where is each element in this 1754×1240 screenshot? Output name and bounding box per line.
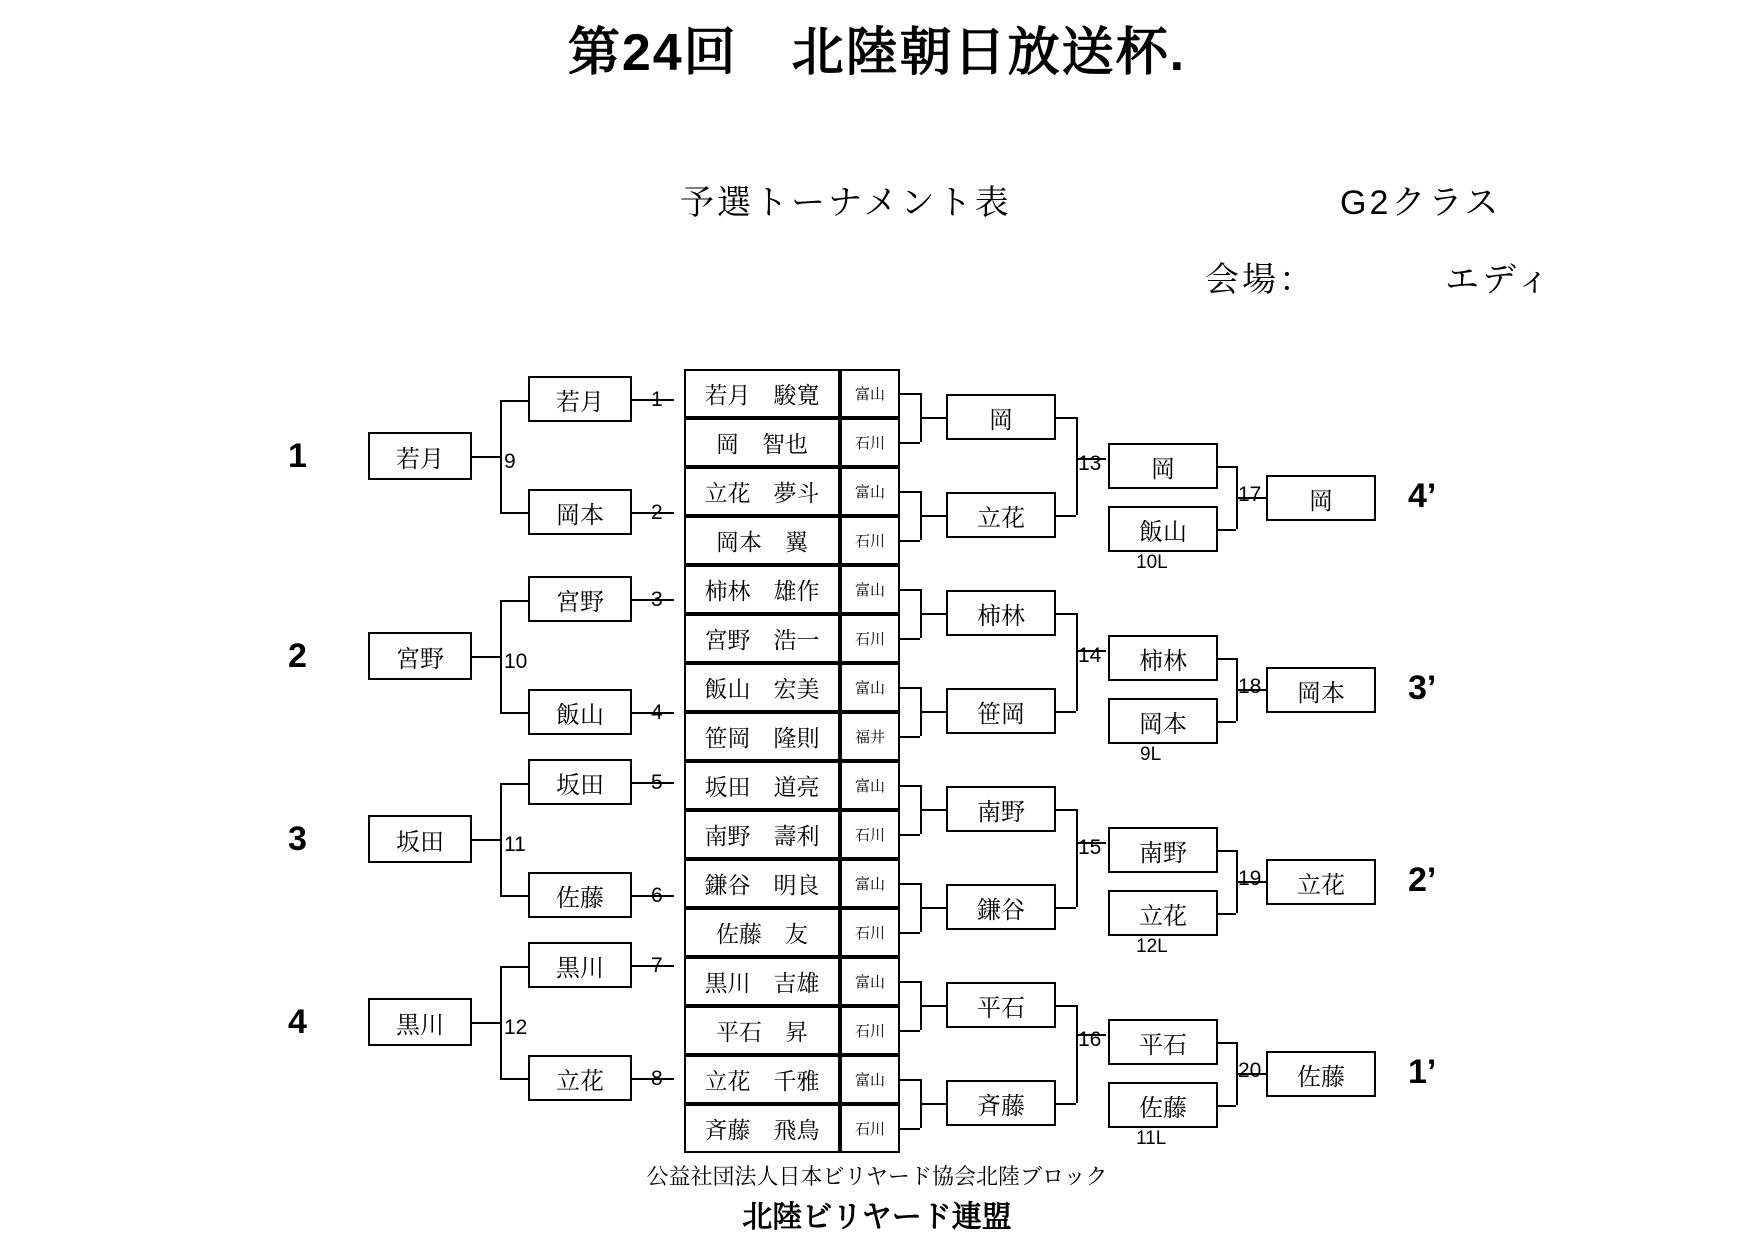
connector [1218, 466, 1236, 468]
connector [500, 895, 528, 897]
match-number-2: 2 [651, 501, 663, 524]
connector [1056, 613, 1076, 615]
match-number-1: 1 [651, 388, 663, 411]
connector [900, 638, 920, 640]
round2-box-3[interactable]: 柿林 [946, 590, 1056, 636]
round3-top-4[interactable]: 平石 [1108, 1019, 1218, 1065]
seed-number-1: 1 [288, 437, 307, 475]
connector [900, 932, 920, 934]
connector [500, 783, 528, 785]
connector [920, 907, 946, 909]
seed-number-2: 2 [288, 637, 307, 675]
connector [920, 515, 946, 517]
player-name-14[interactable]: 平石 昇 [684, 1006, 840, 1055]
connector [1218, 850, 1236, 852]
match-number-16: 16 [1078, 1028, 1102, 1051]
seed-box-2[interactable]: 宮野 [368, 632, 472, 680]
match-number-12: 12 [504, 1016, 528, 1039]
connector [1218, 721, 1236, 723]
match-number-4: 4 [651, 701, 663, 724]
match-number-14: 14 [1078, 644, 1102, 667]
connector [900, 736, 920, 738]
player-pref-5: 富山 [840, 565, 900, 614]
match-number-20: 20 [1238, 1059, 1262, 1082]
player-name-7[interactable]: 飯山 宏美 [684, 663, 840, 712]
final-winner-4[interactable]: 佐藤 [1266, 1051, 1376, 1097]
round1-box-2[interactable]: 岡本 [528, 489, 632, 535]
round3-bottom-3[interactable]: 立花 [1108, 890, 1218, 936]
match-number-19: 19 [1238, 867, 1262, 890]
player-name-15[interactable]: 立花 千雅 [684, 1055, 840, 1104]
connector [900, 442, 920, 444]
connector [1056, 1103, 1076, 1105]
round3-top-2[interactable]: 柿林 [1108, 635, 1218, 681]
connector [900, 883, 920, 885]
loser-tag-9L: 9L [1140, 744, 1162, 765]
connector [900, 1128, 920, 1130]
player-name-8[interactable]: 笹岡 隆則 [684, 712, 840, 761]
connector [500, 966, 502, 1078]
player-name-6[interactable]: 宮野 浩一 [684, 614, 840, 663]
footer-federation: 北陸ビリヤード連盟 [742, 1201, 1012, 1234]
connector [920, 417, 946, 419]
player-name-13[interactable]: 黒川 吉雄 [684, 957, 840, 1006]
player-name-4[interactable]: 岡本 翼 [684, 516, 840, 565]
round1-box-6[interactable]: 佐藤 [528, 872, 632, 918]
connector [920, 1103, 946, 1105]
connector [1056, 417, 1076, 419]
connector [1056, 809, 1076, 811]
connector [500, 712, 528, 714]
match-number-9: 9 [504, 450, 516, 473]
connector [500, 512, 528, 514]
player-name-1[interactable]: 若月 駿寛 [684, 369, 840, 418]
connector [900, 589, 920, 591]
seed-number-4: 4 [288, 1003, 307, 1041]
connector [900, 393, 920, 395]
subtitle: 予選トーナメント表 [680, 184, 1012, 222]
connector [1218, 1105, 1236, 1107]
round2-box-4[interactable]: 笹岡 [946, 688, 1056, 734]
page-title: 第24回 北陸朝日放送杯. [567, 24, 1187, 82]
final-rank-1: 4’ [1408, 477, 1437, 515]
loser-tag-11L: 11L [1136, 1128, 1167, 1149]
player-pref-9: 富山 [840, 761, 900, 810]
connector [900, 785, 920, 787]
connector [920, 711, 946, 713]
connector [500, 1078, 528, 1080]
connector [500, 600, 502, 712]
connector [900, 981, 920, 983]
final-winner-1[interactable]: 岡 [1266, 475, 1376, 521]
round3-bottom-1[interactable]: 飯山 [1108, 506, 1218, 552]
connector [1076, 1005, 1078, 1103]
match-number-7: 7 [651, 954, 663, 977]
venue-value: エディ [1445, 261, 1554, 299]
connector [900, 1030, 920, 1032]
player-pref-12: 石川 [840, 908, 900, 957]
connector [900, 1079, 920, 1081]
loser-tag-10L: 10L [1136, 552, 1168, 573]
venue-label: 会場： [1205, 261, 1316, 299]
player-name-9[interactable]: 坂田 道亮 [684, 761, 840, 810]
player-pref-16: 石川 [840, 1104, 900, 1153]
match-number-13: 13 [1078, 452, 1102, 475]
round2-box-8[interactable]: 斉藤 [946, 1080, 1056, 1126]
player-pref-7: 富山 [840, 663, 900, 712]
round1-box-4[interactable]: 飯山 [528, 689, 632, 735]
connector [500, 600, 528, 602]
class-label: G2クラス [1340, 184, 1502, 222]
round2-box-5[interactable]: 南野 [946, 786, 1056, 832]
round1-box-3[interactable]: 宮野 [528, 576, 632, 622]
player-pref-15: 富山 [840, 1055, 900, 1104]
player-pref-14: 石川 [840, 1006, 900, 1055]
seed-box-4[interactable]: 黒川 [368, 998, 472, 1046]
match-number-17: 17 [1238, 483, 1262, 506]
connector [1218, 913, 1236, 915]
round2-box-1[interactable]: 岡 [946, 394, 1056, 440]
player-name-12[interactable]: 佐藤 友 [684, 908, 840, 957]
match-number-8: 8 [651, 1067, 663, 1090]
player-pref-8: 福井 [840, 712, 900, 761]
connector [900, 834, 920, 836]
connector [1056, 711, 1076, 713]
round1-box-7[interactable]: 黒川 [528, 942, 632, 988]
connector [472, 456, 500, 458]
round1-box-1[interactable]: 若月 [528, 376, 632, 422]
match-number-3: 3 [651, 588, 663, 611]
connector [1218, 658, 1236, 660]
connector [472, 1022, 500, 1024]
connector [920, 1005, 946, 1007]
round2-box-7[interactable]: 平石 [946, 982, 1056, 1028]
match-number-11: 11 [504, 833, 526, 856]
connector [920, 809, 946, 811]
round3-top-3[interactable]: 南野 [1108, 827, 1218, 873]
round3-top-1[interactable]: 岡 [1108, 443, 1218, 489]
player-pref-4: 石川 [840, 516, 900, 565]
player-name-11[interactable]: 鎌谷 明良 [684, 859, 840, 908]
player-name-2[interactable]: 岡 智也 [684, 418, 840, 467]
connector [1218, 529, 1236, 531]
round1-box-5[interactable]: 坂田 [528, 759, 632, 805]
seed-box-3[interactable]: 坂田 [368, 815, 472, 863]
final-winner-3[interactable]: 立花 [1266, 859, 1376, 905]
connector [900, 687, 920, 689]
player-name-16[interactable]: 斉藤 飛鳥 [684, 1104, 840, 1153]
footer-organization: 公益社団法人日本ビリヤード協会北陸ブロック [646, 1164, 1108, 1189]
connector [1056, 907, 1076, 909]
connector [1218, 1042, 1236, 1044]
round2-box-6[interactable]: 鎌谷 [946, 884, 1056, 930]
connector [500, 400, 528, 402]
player-pref-13: 富山 [840, 957, 900, 1006]
connector [900, 491, 920, 493]
connector [500, 966, 528, 968]
final-rank-2: 3’ [1408, 669, 1437, 707]
player-pref-11: 富山 [840, 859, 900, 908]
final-winner-2[interactable]: 岡本 [1266, 667, 1376, 713]
seed-box-1[interactable]: 若月 [368, 432, 472, 480]
player-pref-3: 富山 [840, 467, 900, 516]
player-pref-1: 富山 [840, 369, 900, 418]
connector [1056, 515, 1076, 517]
final-rank-4: 1’ [1408, 1053, 1437, 1091]
player-name-10[interactable]: 南野 壽利 [684, 810, 840, 859]
match-number-15: 15 [1078, 836, 1102, 859]
connector [500, 783, 502, 895]
round2-box-2[interactable]: 立花 [946, 492, 1056, 538]
player-pref-2: 石川 [840, 418, 900, 467]
match-number-18: 18 [1238, 675, 1262, 698]
round3-bottom-4[interactable]: 佐藤 [1108, 1082, 1218, 1128]
connector [920, 613, 946, 615]
connector [1056, 1005, 1076, 1007]
player-pref-10: 石川 [840, 810, 900, 859]
final-rank-3: 2’ [1408, 861, 1437, 899]
connector [900, 540, 920, 542]
match-number-10: 10 [504, 650, 528, 673]
round1-box-8[interactable]: 立花 [528, 1055, 632, 1101]
seed-number-3: 3 [288, 820, 307, 858]
match-number-6: 6 [651, 884, 663, 907]
player-name-3[interactable]: 立花 夢斗 [684, 467, 840, 516]
player-name-5[interactable]: 柿林 雄作 [684, 565, 840, 614]
loser-tag-12L: 12L [1136, 936, 1168, 957]
connector [472, 839, 500, 841]
match-number-5: 5 [651, 771, 663, 794]
connector [472, 656, 500, 658]
round3-bottom-2[interactable]: 岡本 [1108, 698, 1218, 744]
connector [500, 400, 502, 512]
player-pref-6: 石川 [840, 614, 900, 663]
